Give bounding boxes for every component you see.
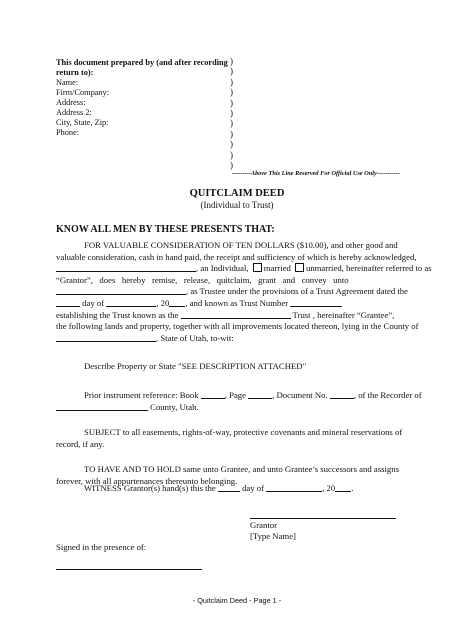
prior-line-2: County, Utah. [56,402,418,414]
recorder-county-blank[interactable] [56,410,148,411]
trust-month-blank[interactable] [106,306,156,307]
official-use-divider: ---------Above This Line Reserved For Official Use Only----------- [232,170,400,177]
trustee-name-blank[interactable] [56,294,186,295]
return-to-label: return to): [56,68,94,77]
document-number-blank[interactable] [330,398,354,399]
bracket-mark: ) [230,139,233,150]
grantor-signature-line[interactable] [250,518,396,519]
bracket-mark: ) [230,118,233,129]
married-checkbox[interactable] [253,263,262,272]
bracket-mark: ) [230,97,233,108]
bracket-mark: ) [230,76,233,87]
book-blank[interactable] [201,398,225,399]
bracket-column [230,56,238,170]
bracket-mark: ) [230,128,233,139]
grantor-label: Grantor [250,520,278,530]
witness-signature-line[interactable] [56,569,202,570]
consideration-line-2: valuable consideration, cash in hand paid, the receipt and sufficiency of which is hereby acknowledged, [56,251,417,262]
trust-day-blank[interactable] [56,306,80,307]
consideration-line-6: day of , 20 , and known as Trust Number [56,298,418,310]
page-subtitle: (Individual to Trust) [200,200,274,210]
prior-line-1: Prior instrument reference: Book , Page , Document No. , of the Recorder of [84,390,422,400]
bracket-mark: ) [230,149,233,160]
county-blank[interactable] [56,341,156,342]
consideration-line-9: , State of Utah, to-wit: [56,333,418,345]
subject-to-paragraph: SUBJECT to all easements, rights-of-way, protective covenants and mineral reservations of record, if any. [56,427,403,449]
prepared-by-label: This document prepared by (and after recording [56,58,228,67]
witness-day-blank[interactable] [218,491,240,492]
page-blank[interactable] [248,398,272,399]
page-footer: - Quitclaim Deed - Page 1 - [192,596,282,605]
consideration-line-8: the following lands and property, together with all improvements located thereon, lying in the County of [56,321,419,332]
name-label: Name: [56,78,79,87]
consideration-line-4: “Grantor”, does hereby remise, release, quitclaim, grant and convey unto [56,274,349,285]
address2-label: Address 2: [56,108,92,117]
trust-name-blank[interactable] [181,318,291,319]
consideration-line-5: , as Trustee under the provisions of a Trust Agreement dated the [56,286,418,298]
bracket-mark: ) [230,108,233,119]
know-all-heading: KNOW ALL MEN BY THESE PRESENTS THAT: [56,224,275,235]
bracket-mark: ) [230,87,233,98]
phone-label: Phone: [56,128,80,137]
trust-number-blank[interactable] [290,306,342,307]
consideration-line-7: establishing the Trust known as the Trust , hereinafter “Grantee”, [56,309,395,320]
consideration-paragraph [56,240,432,344]
consideration-line-1: FOR VALUABLE CONSIDERATION OF TEN DOLLARS ($10.00), and other good and [84,240,398,250]
bracket-mark: ) [230,160,233,171]
signed-presence-label: Signed in the presence of: [56,542,147,552]
return-to-block [56,58,228,138]
unmarried-checkbox[interactable] [295,263,304,272]
witness-month-blank[interactable] [266,491,322,492]
bracket-mark: ) [230,56,233,66]
describe-property-text: Describe Property or State "SEE DESCRIPTION ATTACHED" [84,361,307,371]
prior-instrument-paragraph [56,390,422,413]
trust-year-blank[interactable] [169,306,185,307]
type-name-label: [Type Name] [250,531,296,541]
address-label: Address: [56,98,86,107]
bracket-mark: ) [230,66,233,77]
page-title: QUITCLAIM DEED [189,188,285,199]
grantor-name-blank[interactable] [56,271,196,272]
witness-line: WITNESS Grantor(s) hand(s) this the day of , 20 . [84,483,354,493]
witness-year-blank[interactable] [335,491,351,492]
consideration-line-3: , an Individual, married unmarried, hereinafter referred to as [56,263,418,275]
city-state-zip-label: City, State, Zip: [56,118,109,127]
to-have-paragraph: TO HAVE AND TO HOLD same unto Grantee, and unto Grantee’s successors and assigns forever, with all appurtenances thereunto belonging. [56,464,399,486]
firm-company-label: Firm/Company: [56,88,110,97]
